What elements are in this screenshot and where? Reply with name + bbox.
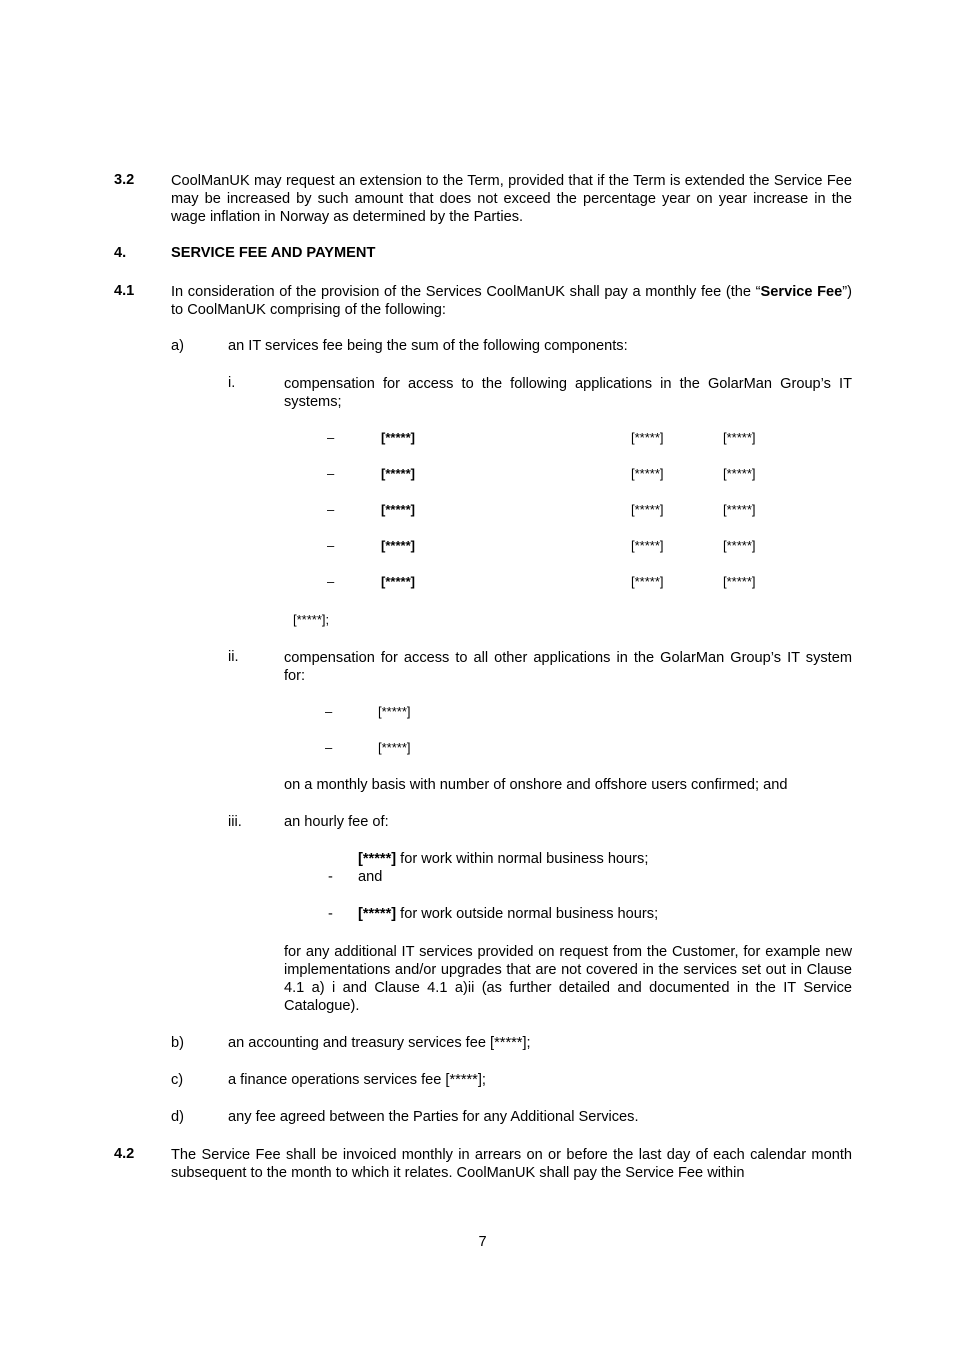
fee-outside-hours-amount: [*****] <box>358 906 397 922</box>
sub-iii-after: for any additional IT services provided on request from the Customer, for example new implementations and/or upgrades that are not covered in the services set out in Clause 4.1 a) i and Clause 4.1 a)ii (as further detailed and documented in the IT Service Catalogue). <box>284 944 852 1014</box>
table-row-dash: – <box>327 430 335 445</box>
clause-4-1-text-after: ”) to CoolManUK comprising of the following: <box>171 284 852 318</box>
bullet-text: [*****] <box>378 704 411 719</box>
item-d-label: d) <box>171 1109 184 1125</box>
table-row-col2: [*****] <box>631 538 664 553</box>
fee-outside-hours-text: for work outside normal business hours; <box>396 906 659 922</box>
section-4-title: SERVICE FEE AND PAYMENT <box>171 245 376 261</box>
sub-ii-after: on a monthly basis with number of onshore and offshore users confirmed; and <box>284 777 788 793</box>
table-row-name: [*****] <box>381 502 415 517</box>
fee-and: and <box>358 869 383 885</box>
item-d-text: any fee agreed between the Parties for any Additional Services. <box>228 1109 639 1125</box>
table-row-col3: [*****] <box>723 466 756 481</box>
table-row-dash: – <box>327 502 335 517</box>
table-row-col2: [*****] <box>631 502 664 517</box>
table-row-col2: [*****] <box>631 466 664 481</box>
section-4-number: 4. <box>114 245 127 261</box>
clause-3-2-number: 3.2 <box>114 172 135 188</box>
table-row-col3: [*****] <box>723 538 756 553</box>
table-row-name: [*****] <box>381 574 415 589</box>
bullet-text: [*****] <box>378 740 411 755</box>
service-fee-defined-term: Service Fee <box>760 284 843 300</box>
clause-4-1-number: 4.1 <box>114 283 135 299</box>
sub-i-text: compensation for access to the following applications in the GolarMan Group’s IT systems; <box>284 376 852 410</box>
item-c-text: a finance operations services fee [*****]; <box>228 1072 486 1088</box>
item-a-text: an IT services fee being the sum of the following components: <box>228 338 628 354</box>
fee-within-hours <box>358 851 648 867</box>
clause-4-2-text: The Service Fee shall be invoiced monthly in arrears on or before the last day of each calendar month subsequent to the month to which it relates. CoolManUK shall pay the Service Fee within <box>171 1147 852 1181</box>
clause-4-1-text <box>171 283 852 319</box>
table-row-col2: [*****] <box>631 430 664 445</box>
fee-dash: - <box>328 869 333 885</box>
fee-within-hours-amount: [*****] <box>358 851 397 867</box>
sub-iii-text: an hourly fee of: <box>284 814 389 830</box>
sub-i-total: [*****]; <box>293 612 330 627</box>
clause-3-2-text: CoolManUK may request an extension to the Term, provided that if the Term is extended the Service Fee may be increased by such amount that does not exceed the percentage year on year increase in the wage inflation in Norway as determined by the Parties. <box>171 173 852 225</box>
sub-iii-label: iii. <box>228 814 242 830</box>
table-row-dash: – <box>327 574 335 589</box>
item-b-label: b) <box>171 1035 184 1051</box>
table-row-name: [*****] <box>381 538 415 553</box>
item-b-text: an accounting and treasury services fee [*****]; <box>228 1035 531 1051</box>
sub-ii-label: ii. <box>228 649 239 665</box>
table-row-name: [*****] <box>381 430 415 445</box>
table-row-name: [*****] <box>381 466 415 481</box>
sub-i-label: i. <box>228 375 236 391</box>
item-c-label: c) <box>171 1072 184 1088</box>
sub-ii-text: compensation for access to all other applications in the GolarMan Group’s IT system for: <box>284 650 852 684</box>
page-number: 7 <box>478 1234 487 1250</box>
table-row-col2: [*****] <box>631 574 664 589</box>
fee-outside-hours <box>358 906 658 922</box>
clause-4-1-text-before: In consideration of the provision of the Services CoolManUK shall pay a monthly fee (the “ <box>171 284 761 300</box>
fee-dash: - <box>328 906 333 922</box>
fee-within-hours-text: for work within normal business hours; <box>396 851 649 867</box>
table-row-col3: [*****] <box>723 574 756 589</box>
bullet-dash: – <box>325 740 333 755</box>
item-a-label: a) <box>171 338 184 354</box>
table-row-dash: – <box>327 466 335 481</box>
bullet-dash: – <box>325 704 333 719</box>
clause-4-2-number: 4.2 <box>114 1146 135 1162</box>
table-row-dash: – <box>327 538 335 553</box>
table-row-col3: [*****] <box>723 502 756 517</box>
table-row-col3: [*****] <box>723 430 756 445</box>
